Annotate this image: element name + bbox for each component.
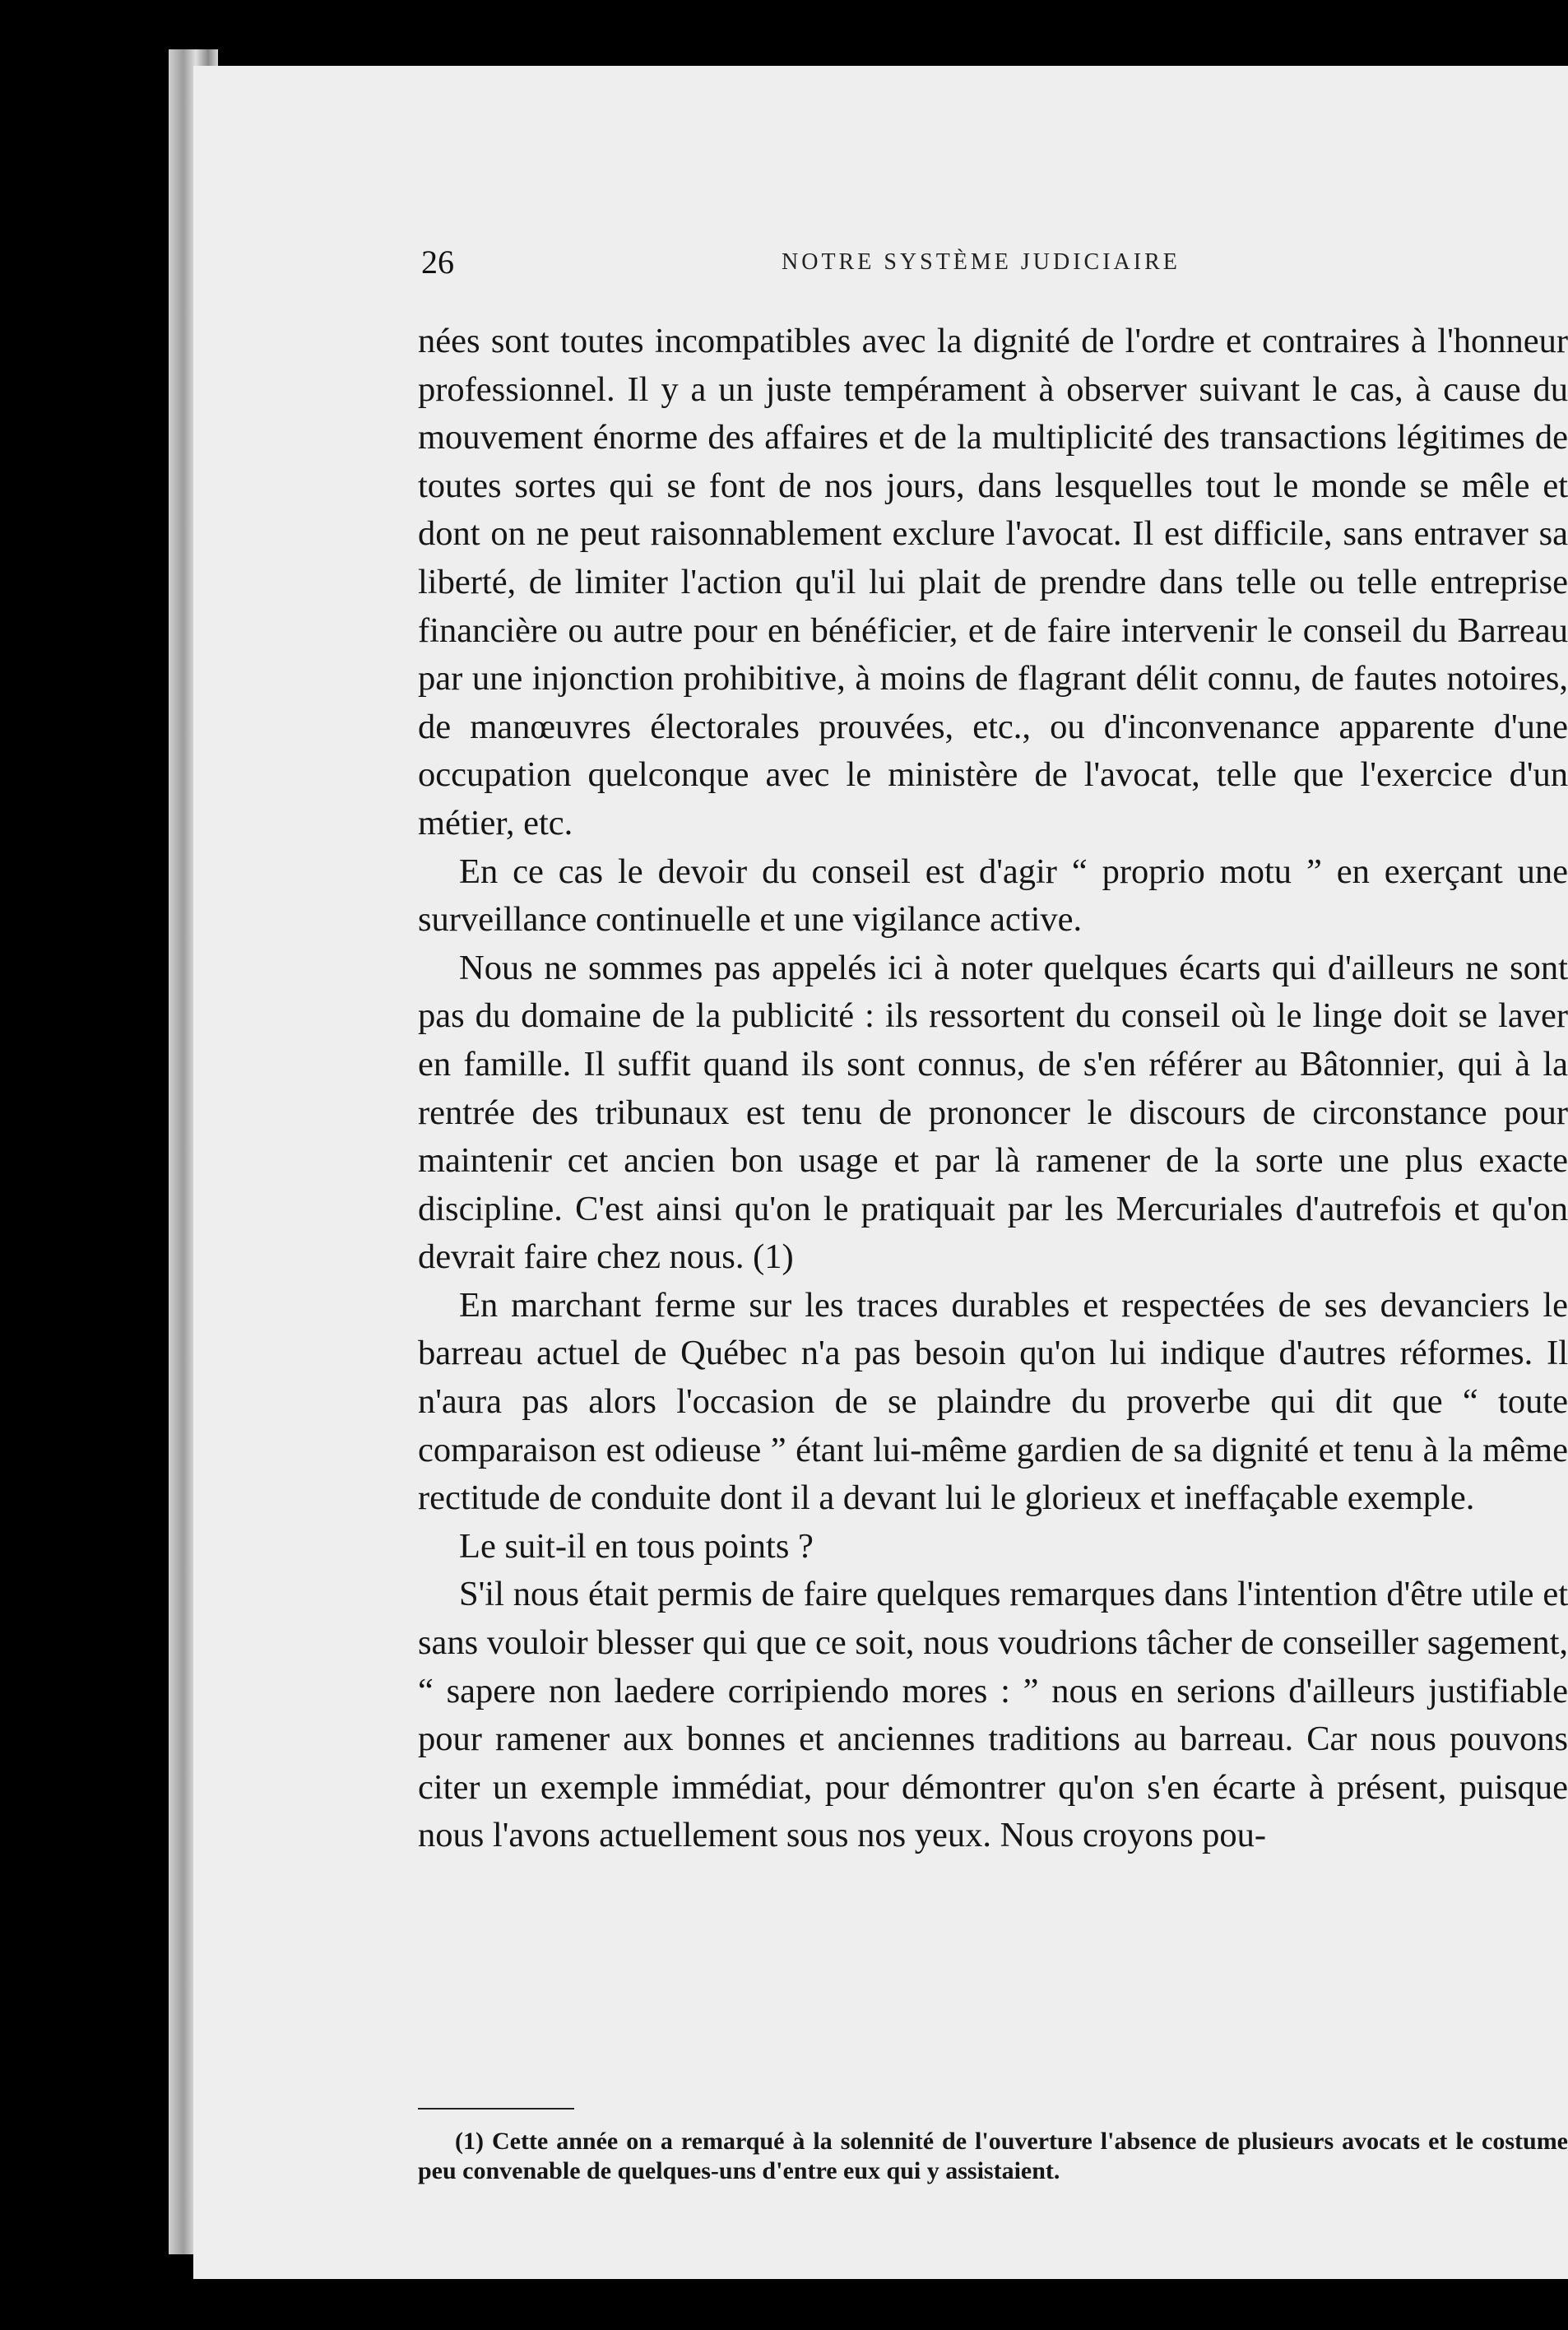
paragraph: Le suit-il en tous points ? (459, 1526, 814, 1566)
page-header (224, 243, 1540, 292)
page-number: 26 (421, 244, 454, 281)
paragraph: nées sont toutes incompatibles avec la dignité de l'ordre et contraires à l'honneur professionnel. Il y a un juste tempérament à observer suivant le cas, à cause du mouvement énorme des affaires et de la multiplicité des transactions légitimes de toutes sortes qui se font de nos jours, dans lesquelles tout le monde se mêle et dont on ne peut raisonnablement exclure l'avocat. Il est difficile, sans entraver sa liberté, de limiter l'action qu'il lui plait de prendre dans telle ou telle entreprise financière ou autre pour en bénéficier, et de faire intervenir le conseil du Barreau par une injonction prohibitive, à moins de flagrant délit connu, de fautes notoires, de manœuvres électorales prouvées, etc., ou d'inconvenance apparente d'une occupation quelconque avec le ministère de l'avocat, telle que l'exercice d'un métier, etc. (418, 322, 1568, 842)
footnote-divider (418, 2108, 574, 2110)
paragraph: Nous ne sommes pas appelés ici à noter quelques écarts qui d'ailleurs ne sont pas du domaine de la publicité : ils ressortent du conseil où le linge doit se laver en famille. Il suffit quand ils sont connus, de s'en référer au Bâtonnier, qui à la rentrée des tribunaux est tenu de prononcer le discours de circonstance pour maintenir cet ancien bon usage et par là ramener de la sorte une plus exacte discipline. C'est ainsi qu'on le pratiquait par les Mercuriales d'autrefois et qu'on devrait faire chez nous. (1) (418, 948, 1568, 1277)
paragraph: En marchant ferme sur les traces durables et respectées de ses devanciers le barreau actuel de Québec n'a pas besoin qu'on lui indique d'autres réformes. Il n'aura pas alors l'occasion de se plaindre du proverbe qui dit que “ toute comparaison est odieuse ” étant lui-même gardien de sa dignité et tenu à la même rectitude de conduite dont il a devant lui le glorieux et ineffaçable exemple. (418, 1285, 1568, 1518)
running-head: NOTRE SYSTÈME JUDICIAIRE (782, 249, 1181, 275)
body-text (418, 318, 1568, 1860)
footnote: (1) Cette année on a remarqué à la solennité de l'ouverture l'absence de plusieurs avocats et le costume peu convenable de quelques-uns d'entre eux qui y assistaient. (418, 2128, 1568, 2184)
paragraph: S'il nous était permis de faire quelques remarques dans l'intention d'être utile et sans vouloir blesser qui que ce soit, nous voudrions tâcher de conseiller sagement, “ sapere non laedere corripiendo mores : ” nous en serions d'ailleurs justifiable pour ramener aux bonnes et anciennes traditions au barreau. Car nous pouvons citer un exemple immédiat, pour démontrer qu'on s'en écarte à présent, puisque nous l'avons actuellement sous nos yeux. Nous croyons pou- (418, 1575, 1568, 1855)
paragraph: En ce cas le devoir du conseil est d'agir “ proprio motu ” en exerçant une surveillance continuelle et une vigilance active. (418, 852, 1568, 940)
